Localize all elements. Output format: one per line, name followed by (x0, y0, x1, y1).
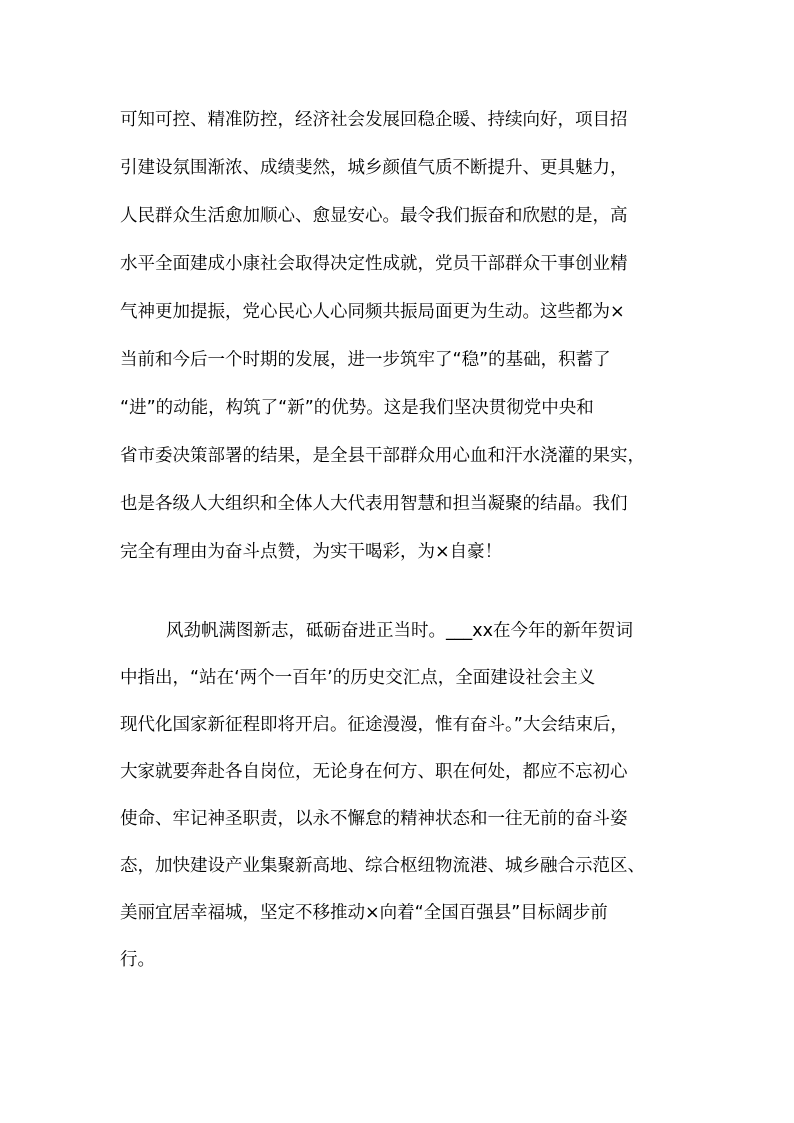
paragraph-line: 大家就要奔赴各自岗位，无论身在何方、职在何处，都应不忘初心 (120, 762, 628, 782)
paragraph-line: 省市委决策部署的结果，是全县干部群众用心血和汗水浇灌的果实， (120, 446, 645, 466)
paragraph-line: 行。 (120, 950, 155, 970)
paragraph-line: 当前和今后一个时期的发展，进一步筑牢了“稳”的基础，积蓄了 (120, 350, 611, 370)
paragraph-line: “进”的动能，构筑了“新”的优势。这是我们坚决贯彻党中央和 (120, 398, 594, 418)
paragraph-line: 美丽宜居幸福城，坚定不移推动×向着“全国百强县”目标阔步前 (120, 903, 608, 923)
paragraph-line: 态，加快建设产业集聚新高地、综合枢纽物流港、城乡融合示范区、 (120, 856, 645, 876)
paragraph-line: 可知可控、精准防控，经济社会发展回稳企暖、持续向好，项目招 (120, 110, 628, 130)
paragraph-line: 现代化国家新征程即将开启。征途漫漫，惟有奋斗。”大会结束后， (120, 715, 628, 735)
paragraph-line: 完全有理由为奋斗点赞，为实干喝彩，为×自豪！ (120, 542, 503, 562)
paragraph-line: 中指出，“站在‘两个一百年’的历史交汇点，全面建设社会主义 (120, 668, 596, 688)
paragraph-line: 气神更加提振，党心民心人心同频共振局面更为生动。这些都为× (120, 302, 625, 322)
paragraph-line: 人民群众生活愈加顺心、愈显安心。最令我们振奋和欣慰的是，高 (120, 206, 628, 226)
paragraph-line: 也是各级人大组织和全体人大代表用智慧和担当凝聚的结晶。我们 (120, 494, 628, 514)
paragraph-line: 水平全面建成小康社会取得决定性成就，党员干部群众干事创业精 (120, 254, 628, 274)
paragraph-line: 风劲帆满图新志，砥砺奋进正当时。___xx在今年的新年贺词 (166, 621, 633, 641)
paragraph-line: 使命、牢记神圣职责，以永不懈怠的精神状态和一往无前的奋斗姿 (120, 809, 628, 829)
paragraph-line: 引建设氛围渐浓、成绩斐然，城乡颜值气质不断提升、更具魅力， (120, 158, 628, 178)
